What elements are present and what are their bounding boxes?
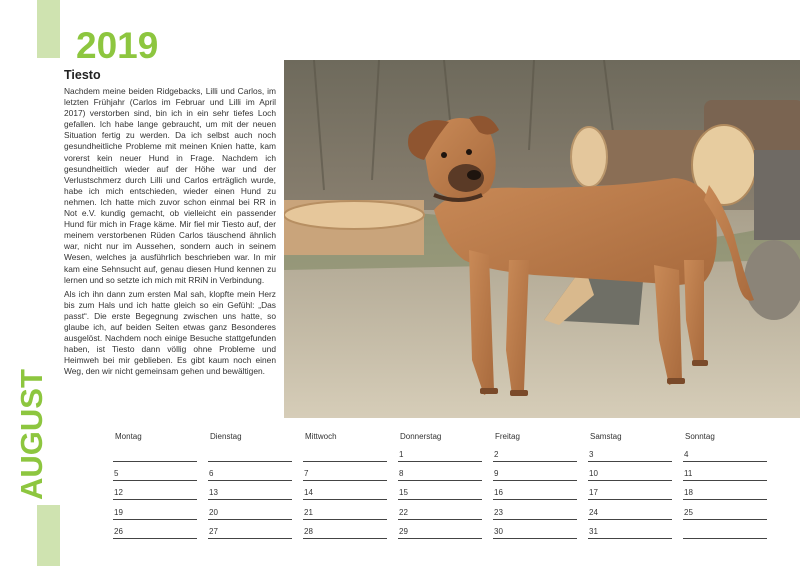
calendar-day-cell bbox=[398, 506, 482, 520]
story-paragraph: Nachdem meine beiden Ridgebacks, Lilli und Carlos, im letzten Frühjahr (Carlos im Februar und Lilli im April 2017) verstorben sind, bin ich in ein sehr tiefes Loch gefallen. Ich habe lange gebraucht, um mit der neuen Situation fertig zu werden. Da ich selbst auch noch gesundheitliche Probleme mit meinen Knien hatte, kam vorerst kein neuer Hund in Frage. Nachdem ich gesundheitlich wieder auf der Höhe war und der Verlustschmerz durch Lilli und Carlos erträglich wurde, habe ich mich entschieden, wieder einen Hund zu nehmen. Ich hatte mich zuvor schon einmal bei RR in Not e.V. kundig gemacht, ob vielleicht ein passender Hund für mich in Frage käme. Mir fiel mir Tiesto auf, der meinem verstorbenen Rüden Carlos täuschend ähnlich war, nicht nur im Aussehen, sondern auch in seinem Wesen, welches ja ausführlich beschrieben war. In mir kam eine Sehnsucht auf, genau diesen Hund kennen zu lernen und so setzte ich mich mit RRiN in Verbindung. bbox=[64, 86, 276, 285]
weekday-friday: Freitag bbox=[495, 432, 520, 441]
month-label: AUGUST bbox=[14, 369, 49, 500]
calendar-day-number: 26 bbox=[114, 526, 123, 536]
decorative-stripe-top bbox=[37, 0, 60, 58]
calendar-day-cell bbox=[588, 467, 672, 481]
calendar-day-cell bbox=[208, 467, 292, 481]
calendar-day-number: 8 bbox=[399, 469, 404, 479]
calendar-day-cell bbox=[113, 525, 197, 539]
calendar-day-number: 23 bbox=[494, 507, 503, 517]
weekday-sunday: Sonntag bbox=[685, 432, 715, 441]
calendar-day-cell bbox=[683, 467, 767, 481]
calendar-day-cell bbox=[683, 486, 767, 500]
calendar-day-number: 19 bbox=[114, 507, 123, 517]
calendar-day-cell bbox=[208, 448, 292, 462]
calendar-day-cell bbox=[588, 448, 672, 462]
calendar-day-cell bbox=[208, 506, 292, 520]
weekday-tuesday: Dienstag bbox=[210, 432, 242, 441]
calendar-day-number: 29 bbox=[399, 526, 408, 536]
calendar-day-number: 13 bbox=[209, 488, 218, 498]
calendar-day-number: 7 bbox=[304, 469, 309, 479]
calendar-day-cell bbox=[113, 506, 197, 520]
calendar-day-cell bbox=[493, 486, 577, 500]
calendar-day-number: 27 bbox=[209, 526, 218, 536]
weekday-wednesday: Mittwoch bbox=[305, 432, 337, 441]
calendar-day-number: 11 bbox=[684, 469, 693, 479]
calendar-day-number: 28 bbox=[304, 526, 313, 536]
calendar-day-number: 10 bbox=[589, 469, 598, 479]
calendar-day-cell bbox=[588, 525, 672, 539]
calendar-day-number: 4 bbox=[684, 450, 689, 459]
calendar-day-number: 21 bbox=[304, 507, 313, 517]
calendar-day-number: 3 bbox=[589, 450, 594, 459]
calendar-day-cell bbox=[208, 486, 292, 500]
weekday-header-row bbox=[113, 432, 800, 444]
calendar-day-number: 20 bbox=[209, 507, 218, 517]
story-text bbox=[64, 86, 276, 380]
calendar-day-number: 25 bbox=[684, 507, 693, 517]
calendar-day-cell bbox=[493, 448, 577, 462]
calendar-day-number: 22 bbox=[399, 507, 408, 517]
calendar-day-cell bbox=[493, 467, 577, 481]
calendar-day-number: 9 bbox=[494, 469, 499, 479]
dog-name-heading: Tiesto bbox=[64, 68, 101, 82]
calendar-day-cell bbox=[683, 525, 767, 539]
calendar-day-cell bbox=[303, 448, 387, 462]
calendar-day-number: 1 bbox=[399, 450, 404, 459]
story-paragraph: Als ich ihn dann zum ersten Mal sah, klopfte mein Herz bis zum Hals und ich hatte gleich so ein Gefühl: „Das passt“. Die erste Begegnung zwischen uns hatte, so glaube ich, auf beiden Seiten etwas ganz Besonderes ausgelöst. Nachdem noch einige Besuche stattgefunden haben, ist Tiesto dann völlig ohne Probleme und Heimweh bei mir geblieben. Es gibt kaum noch einen Weg, den wir nicht gemeinsam gehen und bewältigen. bbox=[64, 288, 276, 377]
calendar-day-number: 2 bbox=[494, 450, 499, 459]
calendar-day-cell bbox=[113, 486, 197, 500]
calendar-day-number: 18 bbox=[684, 488, 693, 498]
decorative-stripe-bottom bbox=[37, 505, 60, 566]
calendar-day-number: 17 bbox=[589, 488, 598, 498]
calendar-day-number: 5 bbox=[114, 469, 119, 479]
calendar-day-number: 24 bbox=[589, 507, 598, 517]
calendar-day-number: 16 bbox=[494, 488, 503, 498]
calendar-day-cell bbox=[113, 467, 197, 481]
dog-photo bbox=[284, 60, 800, 418]
calendar-day-cell bbox=[303, 506, 387, 520]
calendar-day-cell bbox=[303, 486, 387, 500]
weekday-saturday: Samstag bbox=[590, 432, 622, 441]
dog-photo-illustration bbox=[284, 60, 800, 418]
calendar-day-cell bbox=[398, 467, 482, 481]
calendar-day-cell bbox=[683, 506, 767, 520]
calendar-day-cell bbox=[398, 486, 482, 500]
calendar-day-cell bbox=[303, 525, 387, 539]
calendar-day-cell bbox=[493, 506, 577, 520]
weekday-thursday: Donnerstag bbox=[400, 432, 442, 441]
calendar-day-number: 6 bbox=[209, 469, 214, 479]
calendar-day-number: 31 bbox=[589, 526, 598, 536]
calendar-day-cell bbox=[683, 448, 767, 462]
calendar-day-cell bbox=[303, 467, 387, 481]
calendar-day-cell bbox=[493, 525, 577, 539]
calendar-day-number: 12 bbox=[114, 488, 123, 498]
calendar-day-cell bbox=[588, 486, 672, 500]
calendar-day-number: 15 bbox=[399, 488, 408, 498]
calendar-day-cell bbox=[113, 448, 197, 462]
calendar-day-cell bbox=[588, 506, 672, 520]
calendar-day-cell bbox=[398, 448, 482, 462]
calendar-day-number: 30 bbox=[494, 526, 503, 536]
year-heading: 2019 bbox=[76, 25, 159, 66]
weekday-monday: Montag bbox=[115, 432, 142, 441]
calendar-day-cell bbox=[208, 525, 292, 539]
calendar-day-number: 14 bbox=[304, 488, 313, 498]
calendar-day-cell bbox=[398, 525, 482, 539]
